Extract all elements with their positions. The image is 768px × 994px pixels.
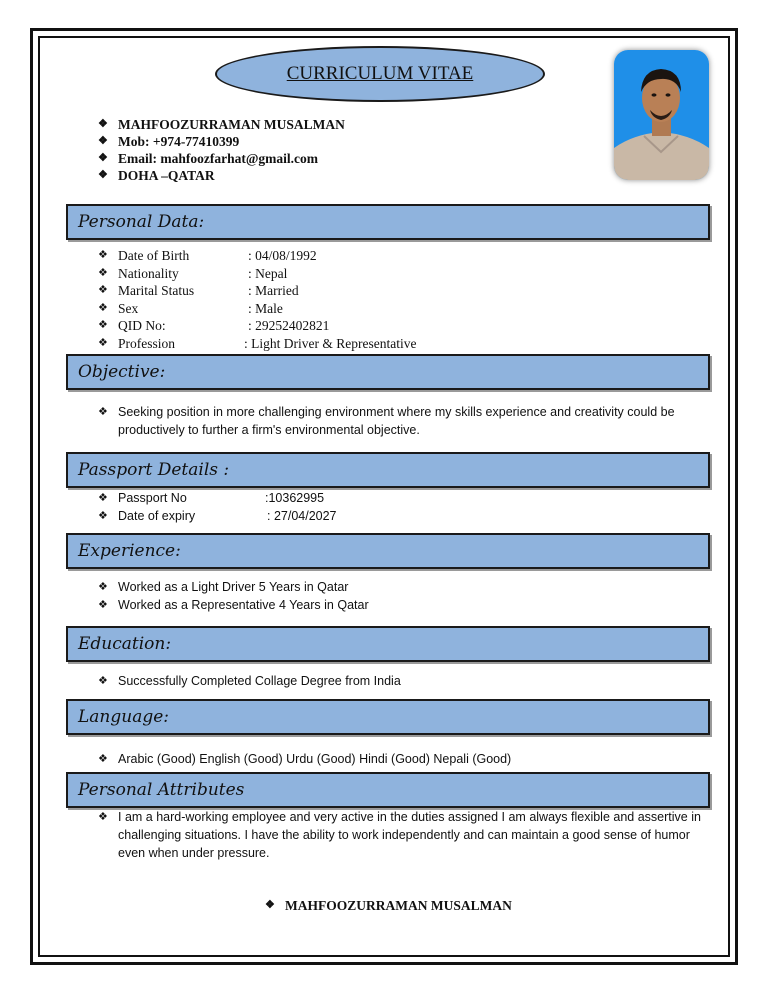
section-personal-data (66, 204, 710, 240)
passport-list (98, 490, 337, 525)
education-list (98, 672, 703, 690)
experience-text: Worked as a Light Driver 5 Years in Qatar (118, 580, 349, 594)
section-heading: Language: (78, 707, 170, 727)
contact-name (98, 116, 345, 133)
list-item (98, 808, 703, 862)
section-heading: Personal Attributes (78, 780, 245, 800)
footer-name-text: MAHFOOZURRAMAN MUSALMAN (285, 898, 512, 913)
list-item (98, 750, 703, 768)
field-value: : 29252402821 (248, 318, 330, 333)
section-education (66, 626, 710, 662)
list-item (98, 317, 416, 335)
section-personal-attributes (66, 772, 710, 808)
mobile-number: Mob: +974-77410399 (118, 134, 240, 149)
title-banner (215, 46, 545, 102)
education-text: Successfully Completed Collage Degree from India (118, 674, 401, 688)
bullet-icon: ❖ (98, 811, 108, 823)
email-address: Email: mahfoozfarhat@gmail.com (118, 151, 319, 166)
field-label: QID No: (118, 318, 166, 333)
list-item (98, 265, 416, 283)
bullet-icon: ❖ (98, 319, 108, 331)
field-label: Nationality (118, 265, 179, 281)
field-value: : 27/04/2027 (267, 508, 337, 523)
bullet-icon: ❖ (98, 753, 108, 765)
location: DOHA –QATAR (118, 168, 215, 183)
field-label: Passport No (118, 491, 187, 505)
attributes-text: I am a hard-working employee and very active in the duties assigned I am always flexible and assertive in challenging situations. I have the ability to work independently and can maintain a good sense of humor even when under pressure. (118, 810, 701, 860)
field-value: : Male (248, 300, 283, 316)
bullet-icon: ❖ (98, 675, 108, 687)
list-item (98, 508, 337, 526)
contact-mobile (98, 133, 345, 150)
bullet-icon: ❖ (98, 406, 108, 418)
bullet-icon: ❖ (98, 492, 108, 504)
bullet-icon: ❖ (98, 336, 108, 349)
personal-data-list (98, 247, 416, 352)
candidate-name: MAHFOOZURRAMAN MUSALMAN (118, 117, 345, 132)
bullet-icon: ❖ (98, 249, 108, 261)
contact-list (98, 116, 345, 184)
objective-list (98, 403, 703, 439)
bullet-icon: ❖ (98, 581, 108, 593)
contact-location (98, 167, 345, 184)
contact-email (98, 150, 345, 167)
field-label: Profession (118, 335, 175, 351)
attributes-list (98, 808, 703, 862)
section-language (66, 699, 710, 735)
document-title: CURRICULUM VITAE (286, 63, 474, 84)
language-text: Arabic (Good) English (Good) Urdu (Good) Hindi (Good) Nepali (Good) (118, 752, 512, 766)
experience-list (98, 578, 703, 614)
bullet-icon: ❖ (98, 135, 108, 147)
field-label: Date of Birth (118, 248, 190, 263)
bullet-icon: ❖ (98, 509, 108, 522)
field-value: : Nepal (248, 265, 288, 281)
list-item (98, 300, 416, 318)
footer-signature (265, 898, 512, 914)
bullet-icon: ❖ (98, 301, 108, 314)
field-value: : Light Driver & Representative (244, 335, 417, 351)
bullet-icon: ❖ (98, 284, 108, 296)
field-value: : 04/08/1992 (248, 248, 317, 263)
language-list (98, 750, 703, 768)
section-heading: Experience: (78, 541, 181, 561)
field-label: Date of expiry (118, 508, 196, 523)
field-label: Sex (118, 300, 139, 316)
field-value: : Married (248, 283, 299, 298)
section-heading: Passport Details : (78, 460, 230, 480)
profile-photo (614, 50, 709, 180)
section-heading: Objective: (78, 362, 166, 382)
bullet-icon: ❖ (98, 118, 108, 130)
list-item (98, 672, 703, 690)
list-item (98, 578, 703, 596)
portrait-image (614, 50, 709, 180)
field-label: Marital Status (118, 283, 195, 298)
list-item (98, 335, 416, 353)
bullet-icon: ❖ (98, 266, 108, 279)
list-item (98, 596, 703, 614)
section-objective (66, 354, 710, 390)
section-experience (66, 533, 710, 569)
bullet-icon: ❖ (265, 899, 275, 911)
list-item (98, 490, 337, 508)
bullet-icon: ❖ (98, 599, 108, 611)
list-item (98, 403, 703, 439)
field-value: :10362995 (265, 491, 325, 505)
section-heading: Personal Data: (78, 212, 205, 232)
objective-text: Seeking position in more challenging environment where my skills experience and creativity could be productively to further a firm's environmental objective. (118, 405, 675, 437)
section-heading: Education: (78, 634, 172, 654)
bullet-icon: ❖ (98, 169, 108, 181)
experience-text: Worked as a Representative 4 Years in Qatar (118, 598, 369, 612)
list-item (98, 247, 416, 265)
list-item (98, 282, 416, 300)
section-passport-details (66, 452, 710, 488)
bullet-icon: ❖ (98, 152, 108, 164)
